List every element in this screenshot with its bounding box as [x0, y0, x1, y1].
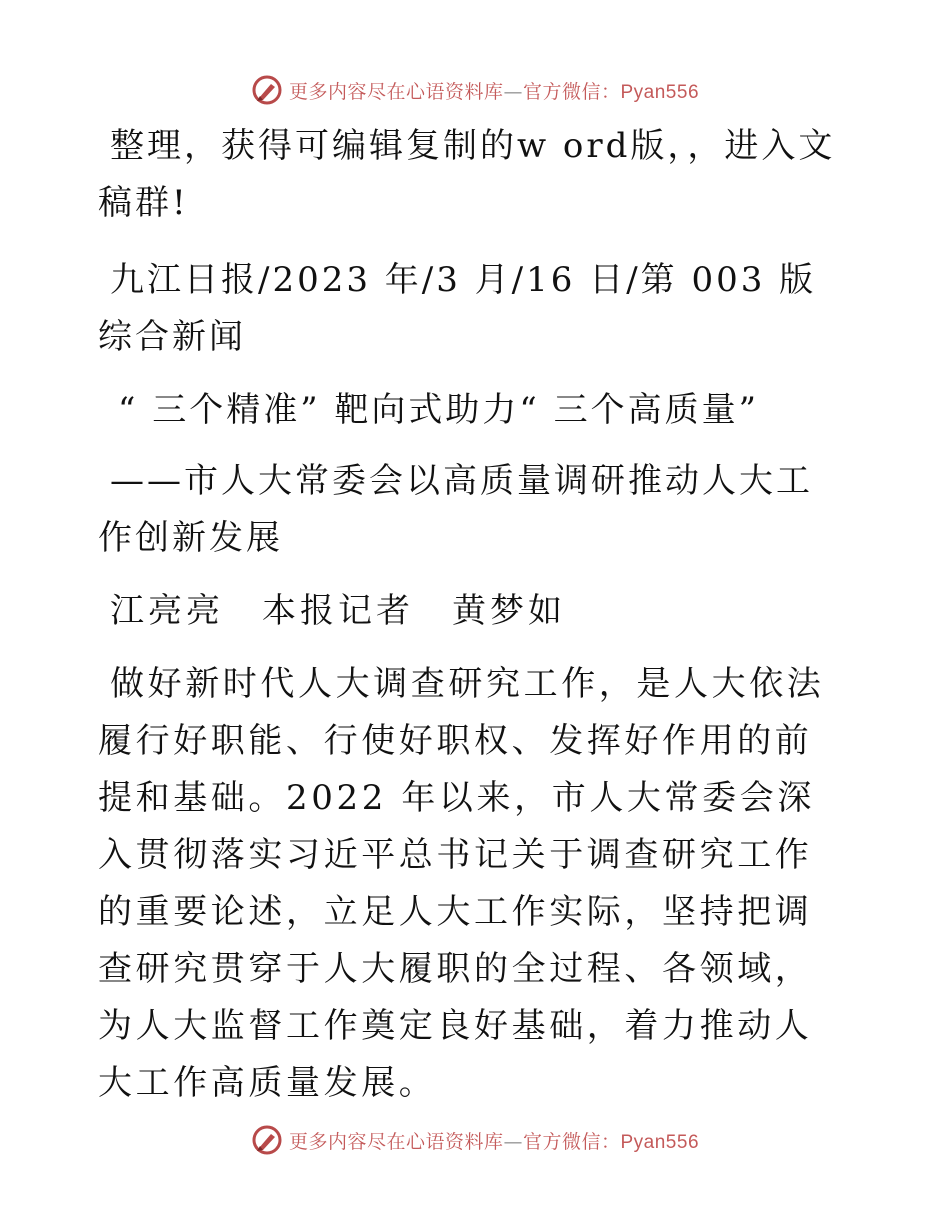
article-title: “ 三个精准” 靶向式助力“ 三个高质量” — [118, 390, 759, 430]
watermark-text: 更多内容尽在心语资料库—官方微信：Pyan556 — [288, 80, 700, 103]
watermark-header — [0, 70, 950, 110]
intro-note: 整理，获得可编辑复制的w ord版，，进入文稿群! — [98, 126, 836, 223]
body-paragraph: 做好新时代人大调查研究工作，是人大依法履行好职能、行使好职权、发挥好作用的前提和基础。2022 年以来，市人大常委会深入贯彻落实习近平总书记关于调查研究工作的重要论述，立足人大工作实际，坚持把调查研究贯穿于人大履职的全过程、各领域，为人大监督工作奠定良好基础，着力推动人大工作高质量发展。 — [98, 664, 825, 1103]
watermark-footer — [0, 1120, 950, 1160]
article-subtitle: ——市人大常委会以高质量调研推动人大工作创新发展 — [98, 461, 813, 558]
document-body — [98, 118, 848, 1112]
source-line: 九江日报/2023 年/3 月/16 日/第 003 版综合新闻 — [98, 260, 817, 357]
watermark-text: 更多内容尽在心语资料库—官方微信：Pyan556 — [288, 1130, 700, 1153]
byline: 江亮亮 本报记者 黄梦如 — [110, 591, 566, 631]
pen-logo-icon — [251, 74, 283, 106]
pen-logo-icon — [251, 1124, 283, 1156]
